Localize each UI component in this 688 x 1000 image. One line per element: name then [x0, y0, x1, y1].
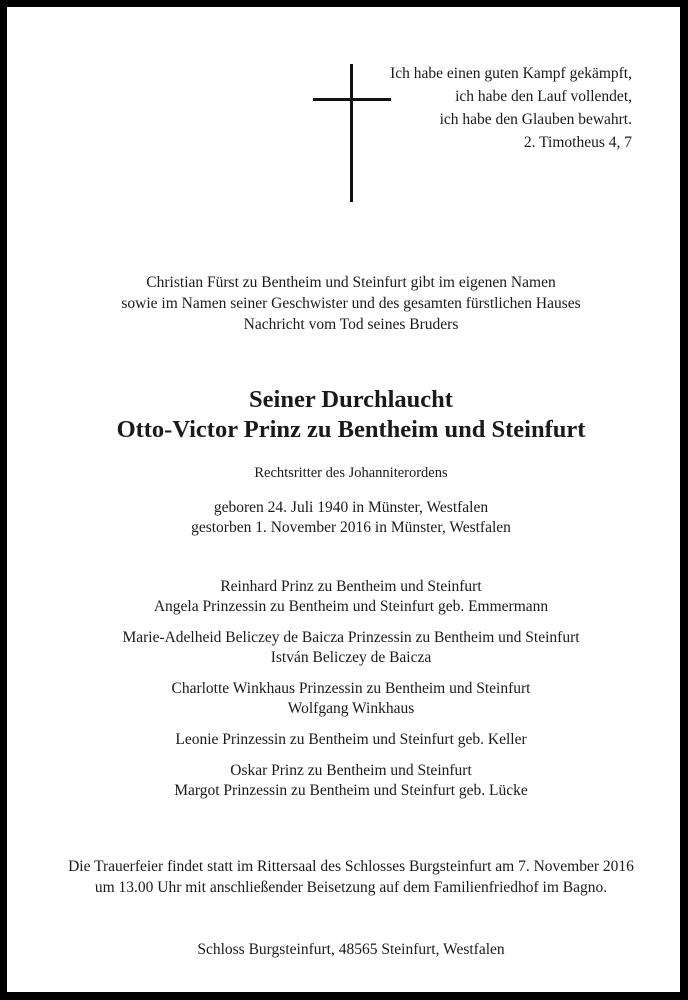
- family-group: [7, 628, 688, 668]
- family-member: Marie-Adelheid Beliczey de Baicza Prinzessin zu Bentheim und Steinfurt: [122, 629, 580, 646]
- family-group: [7, 577, 688, 617]
- family-member: István Beliczey de Baicza: [270, 649, 432, 666]
- order-title: [7, 463, 688, 483]
- family-member: Charlotte Winkhaus Prinzessin zu Bentheim und Steinfurt: [171, 680, 531, 697]
- deceased-heading: [7, 385, 688, 445]
- ceremony-line: Die Trauerfeier findet statt im Rittersaal des Schlosses Burgsteinfurt am 7. November 2016: [68, 858, 634, 875]
- family-member: Leonie Prinzessin zu Bentheim und Steinfurt geb. Keller: [175, 731, 527, 748]
- cross-horizontal-bar: [313, 98, 391, 101]
- family-group: [7, 761, 688, 801]
- family-member: Oskar Prinz zu Bentheim und Steinfurt: [230, 762, 472, 779]
- family-member: Margot Prinzessin zu Bentheim und Steinfurt geb. Lücke: [174, 782, 528, 799]
- family-group: [7, 679, 688, 719]
- family-group: [7, 730, 688, 750]
- death-date: gestorben 1. November 2016 in Münster, Westfalen: [191, 519, 511, 536]
- verse-line: Ich habe einen guten Kampf gekämpft,: [390, 65, 632, 82]
- ceremony-line: um 13.00 Uhr mit anschließender Beisetzung auf dem Familienfriedhof im Bagno.: [94, 879, 608, 896]
- cross-vertical-bar: [350, 64, 353, 202]
- intro-line: Christian Fürst zu Bentheim und Steinfurt gibt im eigenen Namen: [146, 274, 556, 291]
- verse-line: ich habe den Glauben bewahrt.: [439, 111, 632, 128]
- intro-line: sowie im Namen seiner Geschwister und des gesamten fürstlichen Hauses: [121, 295, 581, 312]
- deceased-name: Otto-Victor Prinz zu Bentheim und Steinfurt: [116, 416, 586, 443]
- funeral-details: [7, 856, 688, 898]
- family-member: Angela Prinzessin zu Bentheim und Steinfurt geb. Emmermann: [153, 598, 549, 615]
- order-title-text: Rechtsritter des Johanniterordens: [254, 465, 448, 481]
- life-dates: [7, 498, 688, 538]
- address: [7, 940, 688, 960]
- intro-line: Nachricht vom Tod seines Bruders: [243, 316, 459, 333]
- family-list: [7, 577, 688, 812]
- family-member: Reinhard Prinz zu Bentheim und Steinfurt: [220, 578, 482, 595]
- verse-reference: 2. Timotheus 4, 7: [523, 134, 632, 151]
- bible-verse: [390, 62, 632, 154]
- honorific: Seiner Durchlaucht: [249, 386, 453, 413]
- birth-date: geboren 24. Juli 1940 in Münster, Westfalen: [213, 499, 489, 516]
- address-text: Schloss Burgsteinfurt, 48565 Steinfurt, Westfalen: [197, 941, 505, 958]
- announcement-intro: [7, 272, 688, 335]
- family-member: Wolfgang Winkhaus: [287, 700, 415, 717]
- verse-line: ich habe den Lauf vollendet,: [455, 88, 632, 105]
